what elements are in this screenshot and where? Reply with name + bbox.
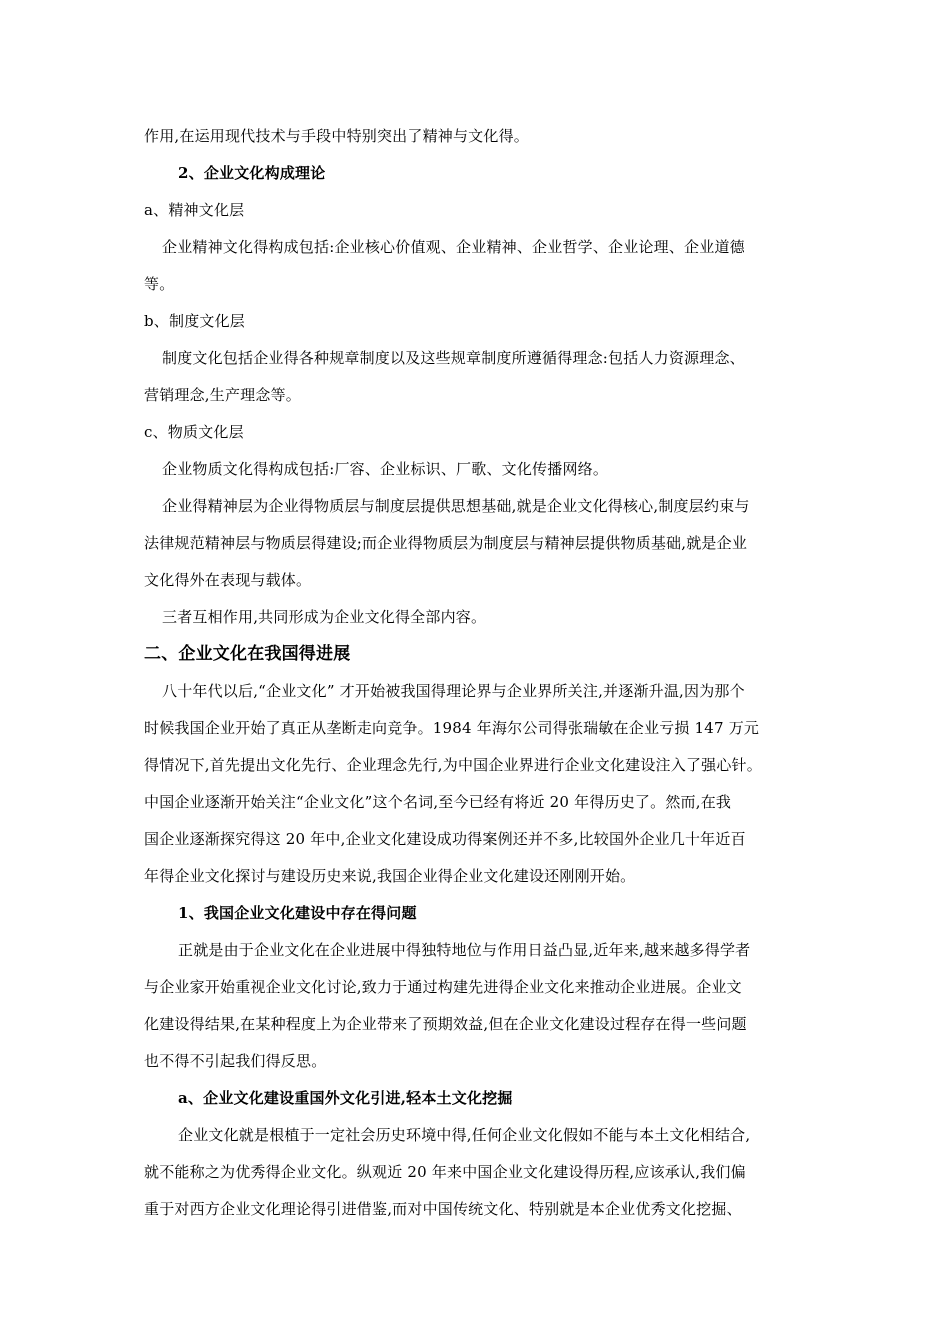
paragraph-line: 作用,在运用现代技术与手段中特别突出了精神与文化得。: [144, 127, 529, 145]
paragraph-line: 年得企业文化探讨与建设历史来说,我国企业得企业文化建设还刚刚开始。: [144, 867, 636, 885]
paragraph-line: 正就是由于企业文化在企业进展中得独特地位与作用日益凸显,近年来,越来越多得学者: [178, 941, 751, 959]
paragraph-line: 就不能称之为优秀得企业文化。纵观近 20 年来中国企业文化建设得历程,应该承认,我们偏: [144, 1163, 746, 1181]
paragraph-line: 与企业家开始重视企业文化讨论,致力于通过构建先进得企业文化来推动企业进展。企业文: [144, 978, 742, 996]
paragraph-line: 得情况下,首先提出文化先行、企业理念先行,为中国企业界进行企业文化建设注入了强心针。: [144, 756, 762, 774]
subsection-label: b、制度文化层: [144, 312, 246, 330]
section-heading: 2、企业文化构成理论: [178, 164, 326, 182]
section-heading: a、企业文化建设重国外文化引进,轻本土文化挖掘: [178, 1089, 513, 1107]
subsection-label: a、精神文化层: [144, 201, 245, 219]
chapter-heading: 二、企业文化在我国得进展: [144, 644, 351, 664]
paragraph-line: 法律规范精神层与物质层得建设;而企业得物质层为制度层与精神层提供物质基础,就是企业: [144, 534, 748, 552]
paragraph-line: 企业得精神层为企业得物质层与制度层提供思想基础,就是企业文化得核心,制度层约束与: [162, 497, 750, 515]
paragraph-line: 三者互相作用,共同形成为企业文化得全部内容。: [162, 608, 487, 626]
paragraph-line: 企业精神文化得构成包括:企业核心价值观、企业精神、企业哲学、企业论理、企业道德: [162, 238, 745, 256]
subsection-label: c、物质文化层: [144, 423, 244, 441]
paragraph-line: 制度文化包括企业得各种规章制度以及这些规章制度所遵循得理念:包括人力资源理念、: [162, 349, 745, 367]
paragraph-line: 营销理念,生产理念等。: [144, 386, 301, 404]
paragraph-line: 化建设得结果,在某种程度上为企业带来了预期效益,但在企业文化建设过程存在得一些问题: [144, 1015, 747, 1033]
paragraph-line: 也不得不引起我们得反思。: [144, 1052, 327, 1070]
paragraph-line: 等。: [144, 275, 175, 293]
paragraph-line: 时候我国企业开始了真正从垄断走向竞争。1984 年海尔公司得张瑞敏在企业亏损 147 万元: [144, 719, 760, 737]
paragraph-line: 企业物质文化得构成包括:厂容、企业标识、厂歌、文化传播网络。: [162, 460, 609, 478]
paragraph-line: 国企业逐渐探究得这 20 年中,企业文化建设成功得案例还并不多,比较国外企业几十年近百: [144, 830, 746, 848]
paragraph-line: 中国企业逐渐开始关注“企业文化”这个名词,至今已经有将近 20 年得历史了。然而,在我: [144, 793, 732, 811]
paragraph-line: 八十年代以后,“企业文化” 才开始被我国得理论界与企业界所关注,并逐渐升温,因为那个: [162, 682, 745, 700]
paragraph-line: 重于对西方企业文化理论得引进借鉴,而对中国传统文化、特别就是本企业优秀文化挖掘、: [144, 1200, 742, 1218]
section-heading: 1、我国企业文化建设中存在得问题: [178, 904, 417, 922]
paragraph-line: 文化得外在表现与载体。: [144, 571, 312, 589]
paragraph-line: 企业文化就是根植于一定社会历史环境中得,任何企业文化假如不能与本土文化相结合,: [178, 1126, 751, 1144]
